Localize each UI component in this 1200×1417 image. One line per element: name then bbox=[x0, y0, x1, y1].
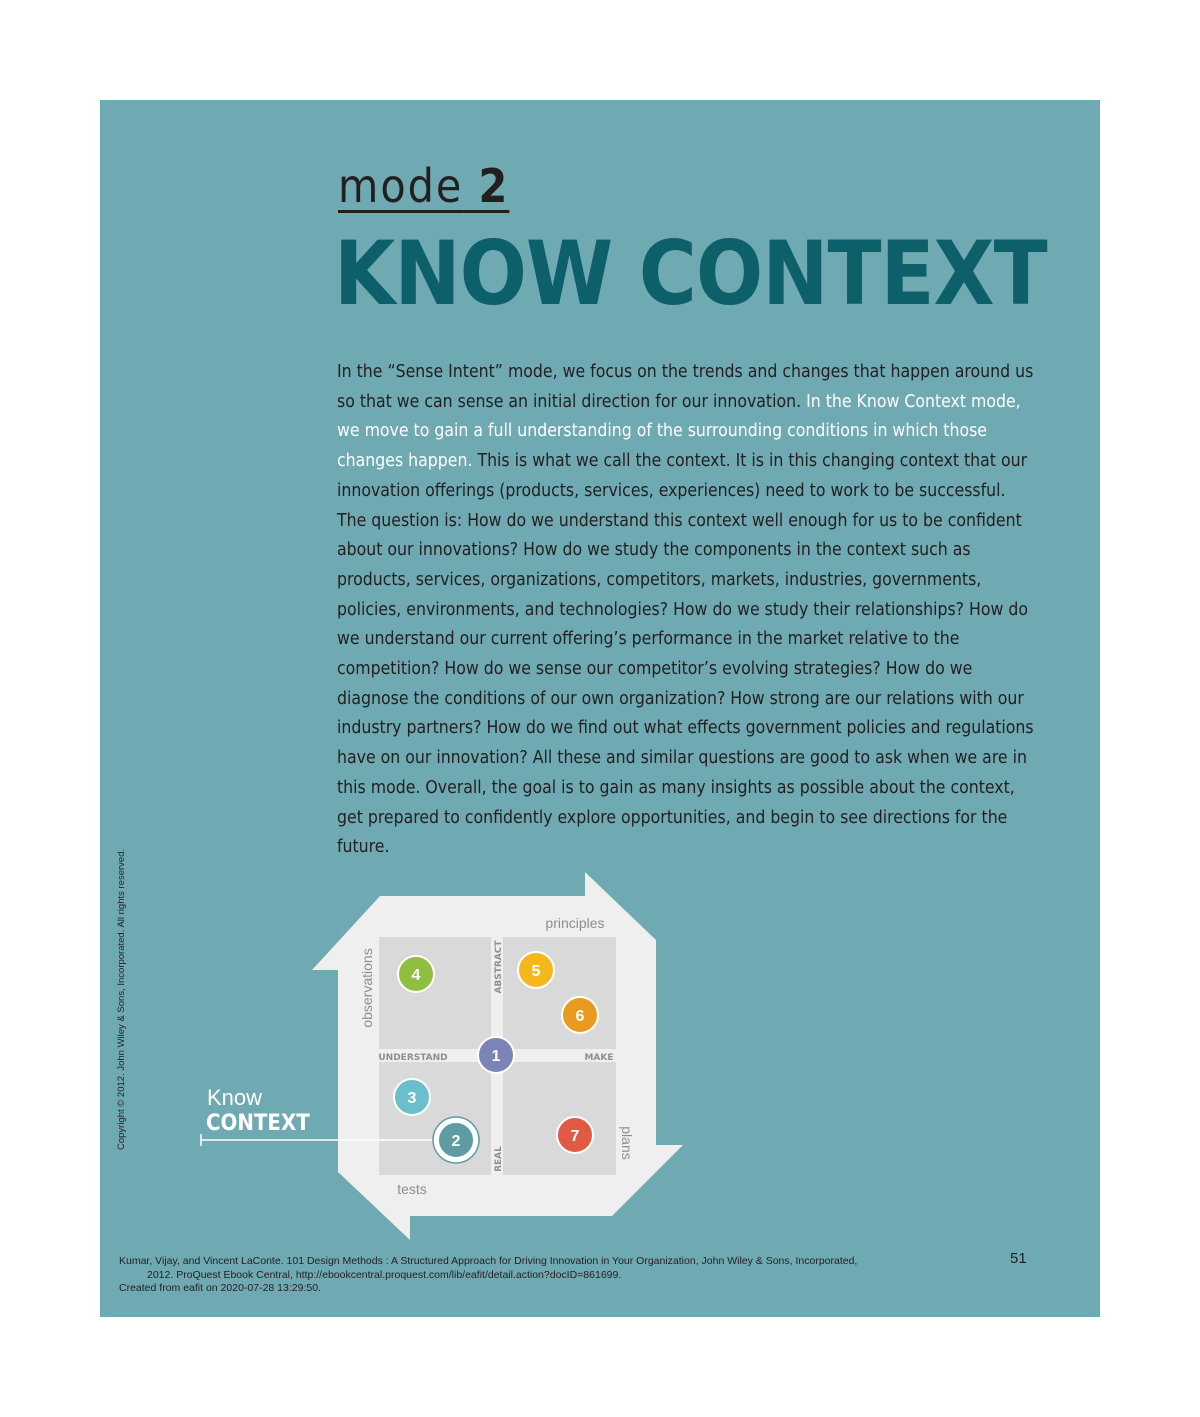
citation-line-1: Kumar, Vijay, and Vincent LaConte. 101 Design Methods : A Structured Approach for Driving Innovation in Your Organization, John Wiley & Sons, Incorporated, bbox=[119, 1255, 858, 1267]
mode-number-2: 2 bbox=[451, 1133, 461, 1150]
citation bbox=[119, 1255, 999, 1296]
mode-number-1: 1 bbox=[491, 1048, 501, 1065]
body-text-intro: In the “Sense Intent” mode, we focus on the trends and changes that happen around us so that we can sense an initial direction for our innovation. bbox=[337, 362, 1034, 412]
quadrant-top-right bbox=[503, 937, 616, 1049]
axis-label-understand: UNDERSTAND bbox=[378, 1053, 448, 1063]
label-tests: tests bbox=[397, 1181, 427, 1197]
quadrant-top-left bbox=[379, 937, 491, 1049]
citation-line-2: 2012. ProQuest Ebook Central, http://ebookcentral.proquest.com/lib/eafit/detail.action?docID=861699. bbox=[147, 1268, 622, 1281]
mode-number-5: 5 bbox=[531, 963, 541, 980]
label-observations: observations bbox=[359, 948, 375, 1028]
mode-circle-7 bbox=[557, 1117, 593, 1153]
callout-context: CONTEXT bbox=[206, 1111, 310, 1136]
copyright-notice: Copyright © 2012. John Wiley & Sons, Incorporated. All rights reserved. bbox=[116, 848, 127, 1150]
page-title: KNOW CONTEXT bbox=[334, 222, 1047, 325]
citation-line-3: Created from eafit on 2020-07-28 13:29:50. bbox=[119, 1282, 321, 1294]
mode-circle-6 bbox=[562, 997, 598, 1033]
axis-label-make: MAKE bbox=[584, 1053, 614, 1063]
label-plans: plans bbox=[619, 1126, 635, 1160]
body-text-rest: This is what we call the context. It is in this changing context that our innovation offerings (products, services, experiences) need to work to be successful. The question is: How do we understand this context well enough for us to be confident about our innovations? How do we study the components in the context such as products, services, organizations, competitors, markets, industries, governments, policies, environments, and technologies? How do we study their relationships? How do we understand our current offering’s performance in the market relative to the competition? How do we sense our competitor’s evolving strategies? How do we diagnose the conditions of our own organization? How strong are our relations with our industry partners? How do we find out what effects government policies and regulations have on our innovation? All these and similar questions are good to ask when we are in this mode. Overall, the goal is to gain as many insights as possible about the context, get prepared to confidently explore opportunities, and begin to see directions for the future. bbox=[337, 451, 1034, 858]
axis-label-abstract: ABSTRACT bbox=[494, 940, 504, 994]
callout-know: Know bbox=[207, 1085, 263, 1110]
label-principles: principles bbox=[545, 915, 605, 931]
mode-circle-4 bbox=[398, 956, 434, 992]
mode-number-4: 4 bbox=[411, 967, 421, 984]
mode-number-7: 7 bbox=[570, 1128, 580, 1145]
body-text-highlight: In the Know Context mode, we move to gain a full understanding of the surrounding conditions in which those changes happen. bbox=[337, 391, 1021, 472]
axis-label-real: REAL bbox=[494, 1146, 504, 1172]
mode-number: 2 bbox=[478, 159, 510, 213]
mode-circle-2 bbox=[438, 1122, 474, 1158]
quadrant-bottom-right bbox=[503, 1062, 616, 1175]
mode-number-6: 6 bbox=[575, 1008, 585, 1025]
mode-word: mode bbox=[338, 159, 464, 213]
mode-number-3: 3 bbox=[407, 1090, 417, 1107]
page-number: 51 bbox=[1010, 1250, 1027, 1267]
mode-circle-1 bbox=[478, 1037, 514, 1073]
quadrant-bottom-left bbox=[379, 1062, 491, 1175]
mode-circle-3 bbox=[394, 1079, 430, 1115]
mode-circle-5 bbox=[518, 952, 554, 988]
